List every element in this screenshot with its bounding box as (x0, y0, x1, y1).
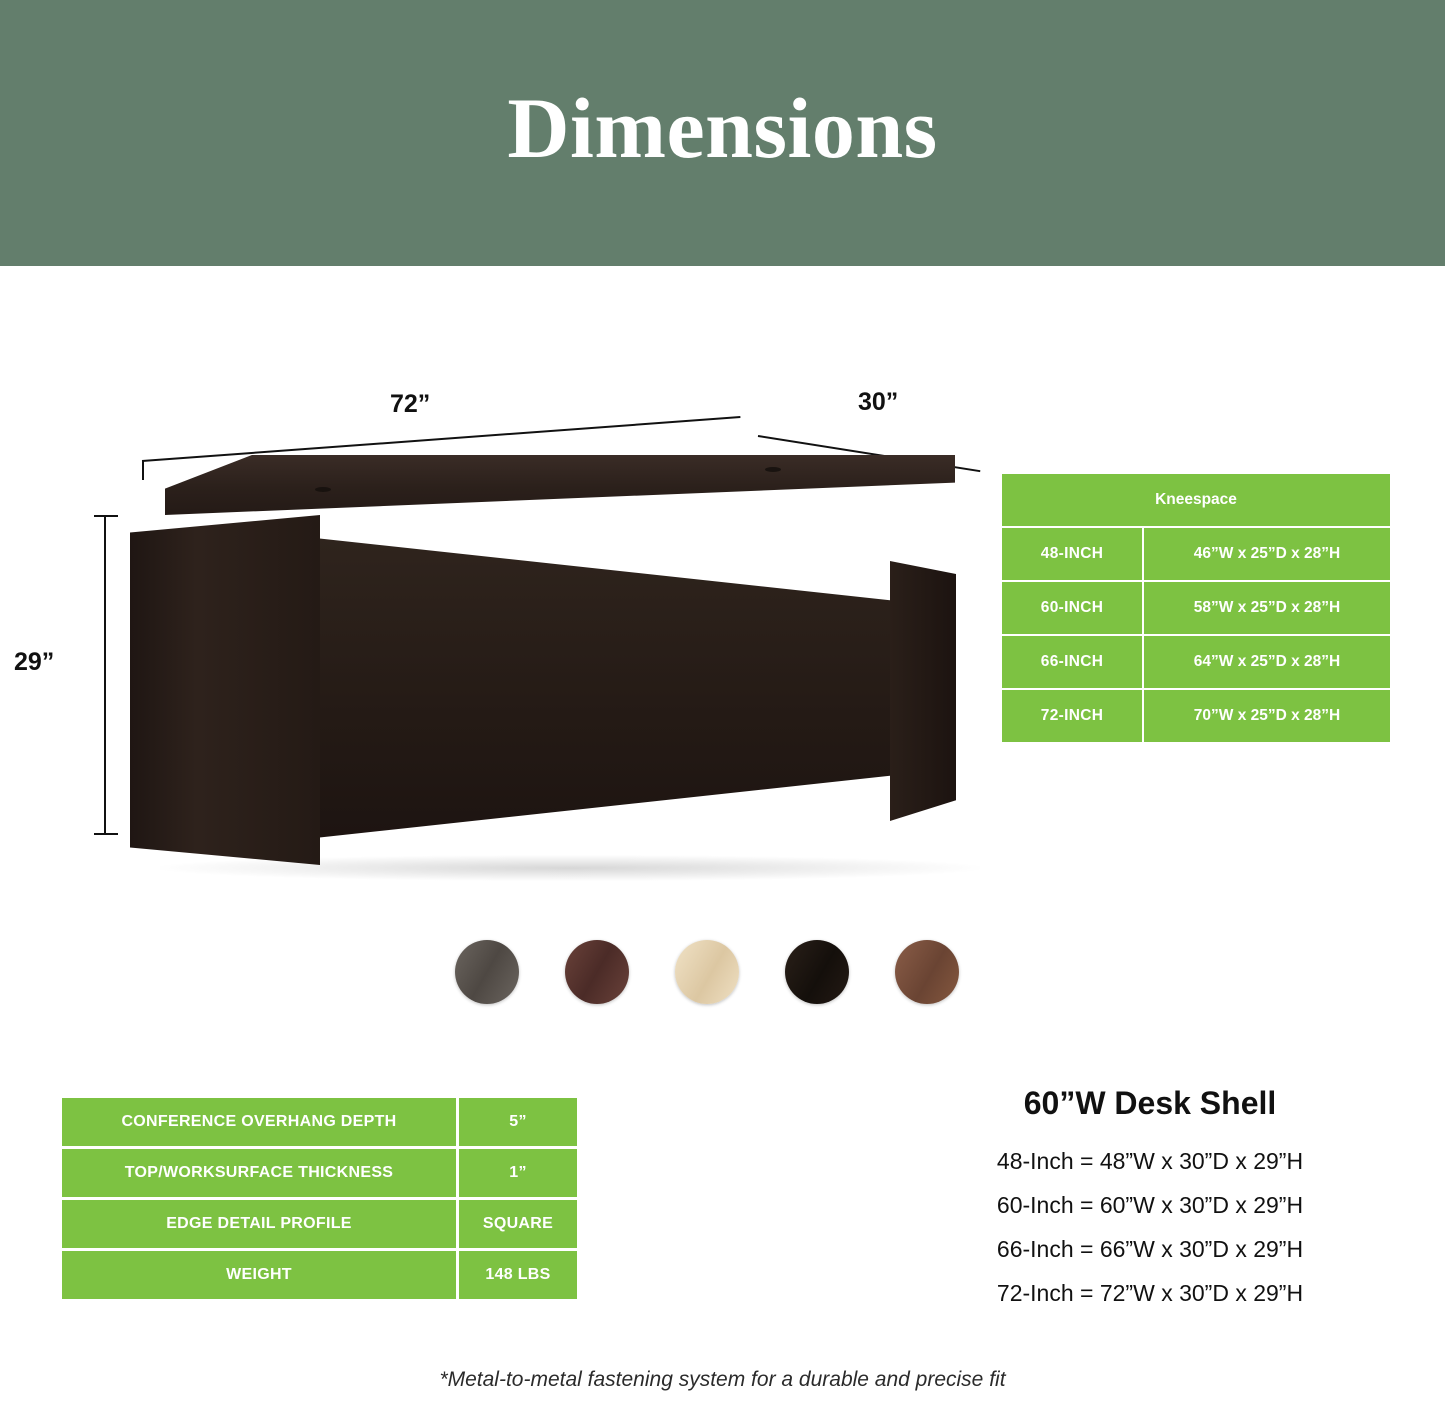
desk-modesty-panel (315, 538, 925, 838)
desk-illustration (14, 360, 980, 920)
page-title: Dimensions (507, 80, 938, 176)
kneespace-value-48: 46”W x 25”D x 28”H (1144, 526, 1390, 580)
finish-swatch-light-maple-finish[interactable] (675, 940, 739, 1004)
kneespace-header-row (1002, 472, 1390, 526)
finish-swatch-walnut-finish[interactable] (895, 940, 959, 1004)
height-dimension-tick-bottom (94, 833, 118, 835)
desk-shell-line-60: 60-Inch = 60”W x 30”D x 29”H (996, 1192, 1304, 1218)
desk-shell-title: 60”W Desk Shell (1023, 1085, 1277, 1121)
desk-left-end-panel (130, 515, 320, 865)
table-row (1002, 526, 1390, 580)
desk-shell-block (900, 1085, 1400, 1324)
width-dimension-label: 72” (390, 390, 431, 418)
table-row (1002, 580, 1390, 634)
spec-label-conference-overhang-depth: CONFERENCE OVERHANG DEPTH (62, 1098, 459, 1149)
specs-table (62, 1098, 577, 1299)
kneespace-size-66: 66-INCH (1002, 634, 1144, 688)
height-dimension-label: 29” (14, 648, 55, 676)
finish-swatch-gray-wood-finish[interactable] (455, 940, 519, 1004)
kneespace-value-72: 70”W x 25”D x 28”H (1144, 688, 1390, 742)
height-dimension-tick-top (94, 515, 118, 517)
table-row (62, 1149, 577, 1200)
table-row (62, 1200, 577, 1251)
kneespace-value-60: 58”W x 25”D x 28”H (1144, 580, 1390, 634)
finish-swatch-espresso-finish[interactable] (785, 940, 849, 1004)
spec-value-edge-detail-profile: SQUARE (459, 1200, 577, 1251)
spec-label-top-worksurface-thickness: TOP/WORKSURFACE THICKNESS (62, 1149, 459, 1200)
height-dimension-line (104, 515, 106, 835)
depth-dimension-label: 30” (858, 388, 899, 416)
desk-body (130, 493, 960, 883)
finish-swatch-row (455, 940, 975, 1010)
table-row (62, 1098, 577, 1149)
desk-shell-line-48: 48-Inch = 48”W x 30”D x 29”H (996, 1148, 1304, 1174)
table-row (1002, 634, 1390, 688)
footnote: *Metal-to-metal fastening system for a durable and precise fit (439, 1368, 1006, 1391)
spec-value-conference-overhang-depth: 5” (459, 1098, 577, 1149)
desk-shell-line-72: 72-Inch = 72”W x 30”D x 29”H (996, 1280, 1304, 1306)
spec-value-weight: 148 LBS (459, 1251, 577, 1299)
table-row (62, 1251, 577, 1299)
spec-value-top-worksurface-thickness: 1” (459, 1149, 577, 1200)
kneespace-title: Kneespace (1002, 472, 1390, 526)
finish-swatch-mahogany-finish[interactable] (565, 940, 629, 1004)
table-row (1002, 688, 1390, 742)
desk-grommet-left (315, 487, 331, 492)
desk-drawing (130, 455, 970, 895)
kneespace-size-60: 60-INCH (1002, 580, 1144, 634)
spec-label-weight: WEIGHT (62, 1251, 459, 1299)
kneespace-size-48: 48-INCH (1002, 526, 1144, 580)
desk-grommet-right (765, 467, 781, 472)
kneespace-value-66: 64”W x 25”D x 28”H (1144, 634, 1390, 688)
desk-shell-line-66: 66-Inch = 66”W x 30”D x 29”H (996, 1236, 1304, 1262)
kneespace-table (1002, 472, 1390, 742)
kneespace-size-72: 72-INCH (1002, 688, 1144, 742)
header-banner (0, 0, 1445, 266)
desk-right-end-panel (890, 561, 956, 821)
spec-label-edge-detail-profile: EDGE DETAIL PROFILE (62, 1200, 459, 1251)
